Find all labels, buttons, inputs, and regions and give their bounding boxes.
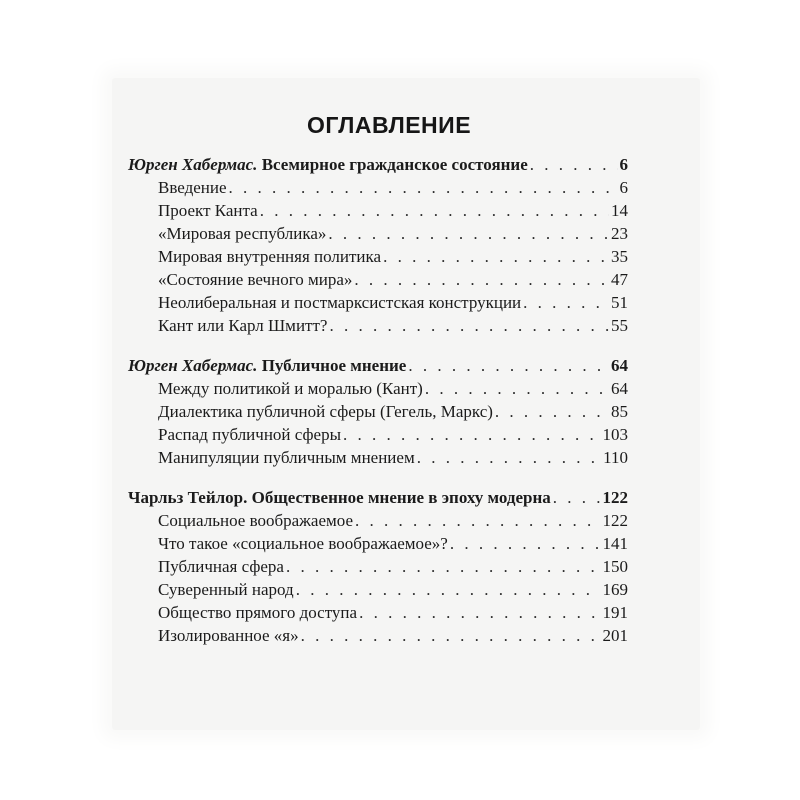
heading-label: [128, 354, 406, 377]
heading-work: Всемирное гражданское состояние: [261, 155, 528, 174]
toc-entry: [128, 314, 628, 337]
page-number: 64: [611, 379, 628, 398]
page-number: 35: [611, 247, 628, 266]
entry-label: Общество прямого доступа: [158, 603, 358, 622]
page-number: 64: [611, 356, 628, 375]
page-number: 122: [602, 488, 628, 507]
toc-entry: [128, 176, 628, 199]
heading-author: Юрген Хабермас.: [128, 356, 258, 375]
toc-entry: [128, 377, 628, 400]
entry-label: Распад публичной сферы: [158, 425, 341, 444]
page-number: 6: [619, 155, 628, 174]
entry-label: Мировая внутренняя политика: [158, 247, 382, 266]
page-number: 51: [611, 293, 628, 312]
toc-entry: [128, 199, 628, 222]
entry-label: Кант или Карл Шмитт?: [158, 316, 328, 335]
toc-entry: [128, 400, 628, 423]
dot-leader: [260, 199, 609, 222]
dot-leader: [355, 509, 600, 532]
page-number: 191: [602, 603, 628, 622]
dot-leader: [425, 377, 609, 400]
page-number: 55: [611, 316, 628, 335]
dot-leader: [530, 153, 618, 176]
toc-entry: [128, 222, 628, 245]
toc-entry: [128, 509, 628, 532]
heading-work: Публичное мнение: [261, 356, 407, 375]
toc-section-heading: [128, 354, 628, 377]
toc-entry: [128, 268, 628, 291]
toc-title: ОГЛАВЛЕНИЕ: [306, 112, 472, 138]
entry-label: Между политикой и моралью (Кант): [158, 379, 423, 398]
dot-leader: [450, 532, 601, 555]
page-number: 85: [611, 402, 628, 421]
entry-label: Социальное воображаемое: [158, 511, 354, 530]
entry-label: Введение: [158, 178, 227, 197]
toc-entry: [128, 532, 628, 555]
heading-work: Чарльз Тейлор. Общественное мнение в эпоху модерна: [128, 488, 551, 507]
dot-leader: [417, 446, 601, 469]
dot-leader: [229, 176, 618, 199]
dot-leader: [329, 314, 609, 337]
dot-leader: [286, 555, 601, 578]
entry-label: «Мировая республика»: [158, 224, 327, 243]
dot-leader: [495, 400, 609, 423]
heading-label: [128, 153, 528, 176]
entry-label: Изолированное «я»: [158, 626, 299, 645]
dot-leader: [359, 601, 600, 624]
entry-label: «Состояние вечного мира»: [158, 270, 353, 289]
toc-entry: [128, 624, 628, 647]
dot-leader: [354, 268, 609, 291]
heading-label: [128, 486, 551, 509]
page-number: 103: [602, 425, 628, 444]
page-number: 141: [602, 534, 628, 553]
heading-author: Юрген Хабермас.: [128, 155, 258, 174]
page-number: 150: [602, 557, 628, 576]
page-number: 14: [611, 201, 628, 220]
page-number: 23: [611, 224, 628, 243]
dot-leader: [328, 222, 609, 245]
dot-leader: [408, 354, 609, 377]
page-number: 169: [602, 580, 628, 599]
entry-label: Диалектика публичной сферы (Гегель, Маркс): [158, 402, 493, 421]
page-number: 6: [619, 178, 628, 197]
dot-leader: [301, 624, 601, 647]
entry-label: Что такое «социальное воображаемое»?: [158, 534, 448, 553]
dot-leader: [296, 578, 601, 601]
toc-section-1: [128, 153, 628, 337]
toc-entry: [128, 446, 628, 469]
toc-entry: [128, 601, 628, 624]
entry-label: Неолиберальная и постмарксистская конструкции: [158, 293, 522, 312]
toc-entry: [128, 291, 628, 314]
entry-label: Публичная сфера: [158, 557, 284, 576]
page-number: 122: [602, 511, 628, 530]
dot-leader: [343, 423, 601, 446]
toc-entry: [128, 578, 628, 601]
entry-label: Проект Канта: [158, 201, 258, 220]
dot-leader: [383, 245, 609, 268]
page-number: 47: [611, 270, 628, 289]
entry-label: Манипуляции публичным мнением: [158, 448, 415, 467]
entry-label: Суверенный народ: [158, 580, 294, 599]
toc-section-heading: [128, 153, 628, 176]
toc-section-3: [128, 486, 628, 647]
toc-entry: [128, 245, 628, 268]
page-number: 110: [603, 448, 628, 467]
toc-section-2: [128, 354, 628, 469]
toc-entry: [128, 423, 628, 446]
dot-leader: [523, 291, 609, 314]
table-of-contents: [128, 112, 628, 664]
page-number: 201: [602, 626, 628, 645]
dot-leader: [553, 486, 601, 509]
toc-section-heading: [128, 486, 628, 509]
toc-entry: [128, 555, 628, 578]
